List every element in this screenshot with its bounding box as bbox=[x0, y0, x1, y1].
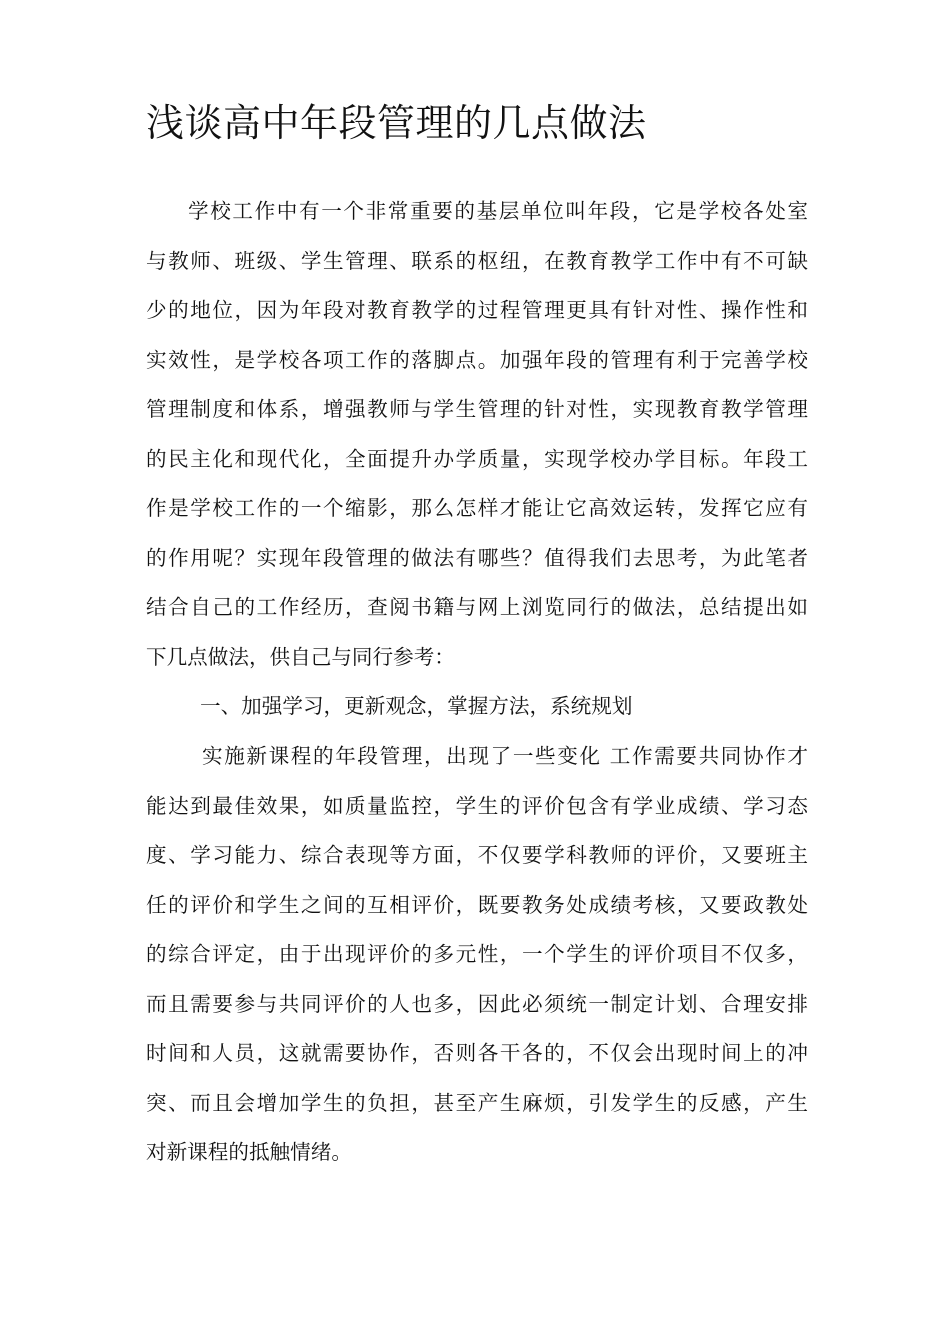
paragraph-1-line: 与教师、班级、学生管理、联系的枢纽，在教育教学工作中有不可缺 bbox=[146, 249, 808, 273]
paragraph-1-line: 下几点做法，供自己与同行参考： bbox=[146, 645, 455, 669]
paragraph-2-line: 的综合评定，由于出现评价的多元性，一个学生的评价项目不仅多， bbox=[146, 942, 808, 966]
document-title: 浅谈高中年段管理的几点做法 bbox=[146, 101, 647, 145]
paragraph-1-line: 的作用呢？实现年段管理的做法有哪些？值得我们去思考，为此笔者 bbox=[146, 546, 808, 570]
paragraph-2-line: 而且需要参与共同评价的人也多，因此必须统一制定计划、合理安排 bbox=[146, 992, 808, 1016]
paragraph-1-line: 少的地位，因为年段对教育教学的过程管理更具有针对性、操作性和 bbox=[146, 298, 808, 322]
paragraph-1-line: 学校工作中有一个非常重要的基层单位叫年段，它是学校各处室 bbox=[188, 199, 808, 223]
paragraph-1-line: 的民主化和现代化，全面提升办学质量，实现学校办学目标。年段工 bbox=[146, 447, 808, 471]
paragraph-2-line: 时间和人员，这就需要协作，否则各干各的，不仅会出现时间上的冲 bbox=[146, 1041, 808, 1065]
paragraph-2-line: 任的评价和学生之间的互相评价，既要教务处成绩考核，又要政教处 bbox=[146, 893, 808, 917]
paragraph-2-line: 突、而且会增加学生的负担，甚至产生麻烦，引发学生的反感，产生 bbox=[146, 1091, 808, 1115]
paragraph-1-line: 实效性，是学校各项工作的落脚点。加强年段的管理有利于完善学校 bbox=[146, 348, 808, 372]
section-heading-1: 一、加强学习，更新观念，掌握方法，系统规划 bbox=[200, 694, 633, 718]
paragraph-2-line: 对新课程的抵触情绪。 bbox=[146, 1140, 352, 1164]
paragraph-1-line: 管理制度和体系，增强教师与学生管理的针对性，实现教育教学管理 bbox=[146, 397, 808, 421]
paragraph-2-line: 度、学习能力、综合表现等方面，不仅要学科教师的评价，又要班主 bbox=[146, 843, 808, 867]
paragraph-1-line: 作是学校工作的一个缩影，那么怎样才能让它高效运转，发挥它应有 bbox=[146, 496, 808, 520]
paragraph-2-line: 能达到最佳效果，如质量监控，学生的评价包含有学业成绩、学习态 bbox=[146, 794, 808, 818]
paragraph-2-line: 实施新课程的年段管理，出现了一些变化 工作需要共同协作才 bbox=[202, 744, 808, 768]
paragraph-1-line: 结合自己的工作经历，查阅书籍与网上浏览同行的做法，总结提出如 bbox=[146, 595, 808, 619]
